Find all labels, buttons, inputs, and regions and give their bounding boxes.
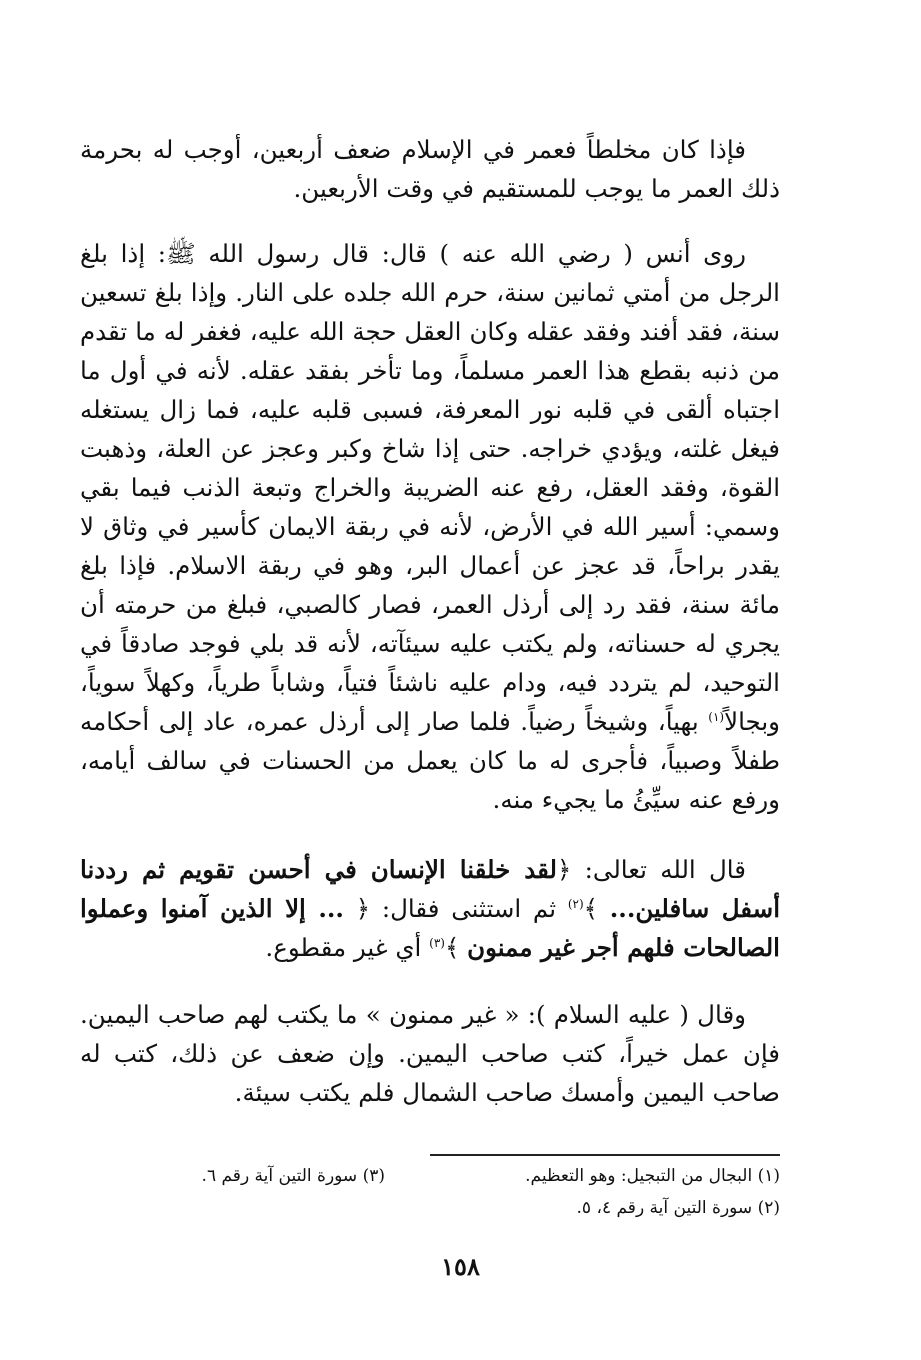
verse-middle: ثم استثنى فقال: ﴿ xyxy=(343,894,568,923)
footnote-2: (٢) سورة التين آية رقم ٤، ٥. xyxy=(576,1198,780,1218)
paragraph-2-hadith xyxy=(80,234,780,819)
verse-1-close: ﴾ xyxy=(583,894,610,923)
verse-outro: أي غير مقطوع. xyxy=(265,933,430,962)
paragraph-3-quran xyxy=(80,850,780,967)
footnote-ref-1: (١) xyxy=(708,709,725,724)
footnote-row-1 xyxy=(140,1160,780,1192)
verse-2: ... إلا الذين آمنوا وعملوا الصالحات فلهم أجر غير ممنون xyxy=(80,894,780,962)
footnote-3: (٣) سورة التين آية رقم ٦. xyxy=(201,1166,385,1186)
paragraph-4: وقال ( عليه السلام ): « غير ممنون » ما يكتب لهم صاحب اليمين. فإن عمل خيراً، كتب صاحب اليمين. وإن ضعف عن ذلك، كتب له صاحب اليمين وأمسك صاحب الشمال فلم يكتب سيئة. xyxy=(80,1000,780,1107)
paragraph-1: فإذا كان مخلطاً فعمر في الإسلام ضعف أربعين، أوجب له بحرمة ذلك العمر ما يوجب للمستقيم في وقت الأربعين. xyxy=(80,135,780,203)
paragraph-2-text-continued: بهياً، وشيخاً رضياً. فلما صار إلى أرذل عمره، عاد إلى أحكامه طفلاً وصبياً، فأجرى له ما كان يعمل من الحسنات في سالف أيامه، ورفع عنه سيِّئُ ما يجيء منه. xyxy=(80,707,780,814)
footnote-1: (١) البجال من التبجيل: وهو التعظيم. xyxy=(525,1166,780,1186)
paragraph-2-text: روى أنس ( رضي الله عنه ) قال: قال رسول الله ﷺ: إذا بلغ الرجل من أمتي ثمانين سنة، حرم الله جلده على النار. وإذا بلغ تسعين سنة، فقد أفند وفقد عقله وكان العقل حجة الله عليه، فغفر له ما تقدم من ذنبه بقطع هذا العمر مسلماً، وما تأخر بفقد عقله. لأنه في أول ما اجتباه ألقى في قلبه نور المعرفة، فسبى قلبه عليه، فما زال يستغله فيغل غلته، ويؤدي خراجه. حتى إذا شاخ وكبر وعجز عن العلة، وذهبت القوة، وفقد العقل، رفع عنه الضريبة والخراج وتبعة الذنب فيما بقي وسمي: أسير الله في الأرض، لأنه في ربقة الايمان كأسير في وثاق لا يقدر براحاً، قد عجز عن أعمال البر، وهو في ربقة الاسلام. فإذا بلغ مائة سنة، فقد رد إلى أرذل العمر، فصار كالصبي، فبلغ من حرمته أن يجري له حسناته، ولم يكتب عليه سيئآته، لأنه قد بلي فوجد صادقاً في التوحيد، لم يتردد فيه، ودام عليه ناشئاً فتياً، وشاباً طرياً، وكهلاً سوياً، وبجالاً xyxy=(80,239,780,736)
verse-1: لقد خلقنا الإنسان في أحسن تقويم ثم رددنا أسفل سافلين... xyxy=(80,855,781,923)
footnote-ref-2: (٢) xyxy=(567,896,584,911)
footnote-divider xyxy=(430,1154,780,1156)
footnote-row-2 xyxy=(140,1192,780,1224)
footnotes xyxy=(140,1160,780,1224)
verse-2-close: ﴾ xyxy=(444,933,468,962)
page-number: ١٥٨ xyxy=(441,1252,480,1281)
verse-intro: قال الله تعالى: ﴿ xyxy=(557,855,746,884)
footnote-ref-3: (٣) xyxy=(429,935,445,950)
